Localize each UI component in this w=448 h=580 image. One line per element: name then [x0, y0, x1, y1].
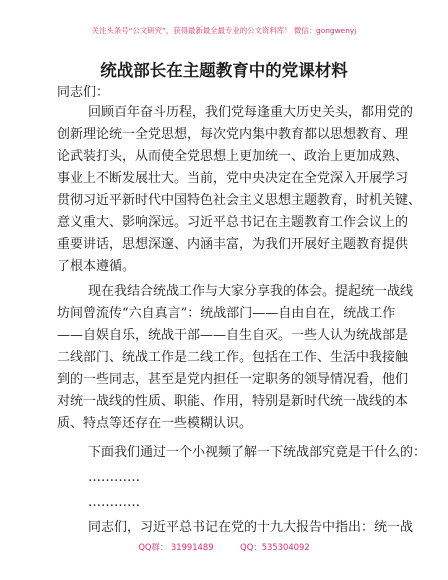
body-line: 了根本遵循。: [57, 259, 136, 274]
body-line: 坊间曾流传“六自真言”：统战部门——自由自在，统战工作: [57, 306, 396, 321]
body-line: 到的一些同志，甚至是党内担任一定职务的领导情况看，他们: [57, 372, 409, 387]
body-line: 论武装打头，从而使全党思想上更加统一、政治上更加成熟、: [57, 149, 409, 164]
ellipsis-line: …………: [88, 495, 140, 510]
body-line: 下面我们通过一个小视频了解一下统战部究竟是干什么的：: [88, 445, 427, 460]
body-line: ——自娱自乐，统战干部——自生自灭。一些人认为统战部是: [57, 328, 409, 343]
body-line: 创新理论统一全党思想，每次党内集中教育都以思想教育、理: [57, 127, 409, 142]
footer-contact-line: QQ群： 31991489 QQ：535304092: [138, 542, 310, 552]
body-line: 对统一战线的性质、职能、作用，特别是新时代统一战线的本: [57, 394, 409, 409]
body-line: 二线部门、统战工作是二线工作。包括在工作、生活中我接触: [57, 350, 409, 365]
body-line: 回顾百年奋斗历程，我们党每逢重大历史关头，都用党的: [88, 105, 414, 120]
body-line: 意义重大、影响深远。习近平总书记在主题教育工作会议上的: [57, 215, 409, 230]
body-line: 贯彻习近平新时代中国特色社会主义思想主题教育，时机关键、: [57, 193, 422, 208]
document-title: 统战部长在主题教育中的党课材料: [100, 61, 348, 80]
body-line: 重要讲话，思想深邃、内涵丰富，为我们开展好主题教育提供: [57, 237, 409, 252]
greeting: 同志们：: [57, 85, 110, 100]
body-line: 同志们，习近平总书记在党的十九大报告中指出：统一战: [88, 520, 414, 535]
body-line: 现在我结合统战工作与大家分享我的体会。提起统一战线: [88, 284, 414, 299]
body-line: 质、特点等还存在一些模糊认识。: [57, 416, 253, 431]
header-promo-line: 关注头条号“公文研究”，获得最新最全最专业的公文资料库！ 微信：gongwenyj: [91, 26, 357, 35]
ellipsis-line: …………: [88, 470, 140, 485]
body-line: 事业上不断发展壮大。当前，党中央决定在全党深入开展学习: [57, 171, 409, 186]
